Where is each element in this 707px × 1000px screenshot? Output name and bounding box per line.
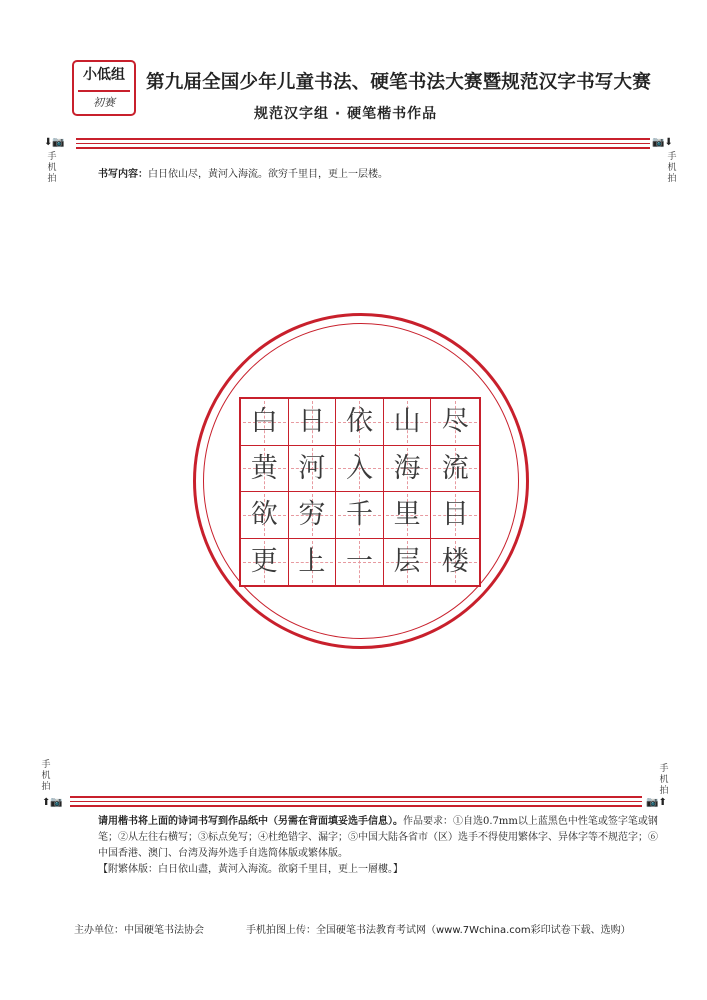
grid-cell [241,446,289,493]
photo-hint-bottom-left: 手机拍 [41,760,51,792]
grid-character: 尽 [441,406,469,437]
writing-content-label: 书写内容： [98,169,148,180]
grid-cell [431,399,479,446]
grid-character: 上 [298,545,326,577]
grid-character: 黄 [250,452,278,484]
writing-content-text: 白日依山尽，黄河入海流。欲穷千里目，更上一层楼。 [148,169,388,180]
character-grid [239,397,481,587]
grid-cell [431,539,479,586]
badge-divider [78,90,130,92]
grid-cell [384,492,432,539]
grid-cell [241,539,289,586]
grid-character: 穷 [298,499,326,530]
grid-cell [431,492,479,539]
camera-download-icon-right: 📷⬇ [652,137,673,148]
instructions-lead: 请用楷书将上面的诗词书写到作品纸中（另需在背面填妥选手信息）。 [98,816,403,827]
grid-character: 日 [298,406,326,437]
grid-cell [289,399,337,446]
grid-character: 楼 [441,545,469,577]
grid-cell [431,446,479,493]
grid-cell [384,446,432,493]
camera-upload-icon-left: ⬆📷 [42,797,63,808]
grid-cell [384,539,432,586]
grid-character: 千 [345,499,373,530]
grid-character: 一 [345,545,373,577]
photo-hint-top-left: 手机拍 [47,152,57,184]
page-title: 第九届全国少年儿童书法、硬笔书法大赛暨规范汉字书写大赛 [146,72,651,93]
grid-character: 里 [393,499,421,530]
grid-cell [336,539,384,586]
instructions [98,814,658,878]
grid-character: 入 [345,452,373,484]
camera-upload-icon-right: 📷⬆ [646,797,667,808]
bottom-rule-thick [70,796,642,798]
grid-cell [241,399,289,446]
round-label: 初赛 [93,96,115,109]
grid-character: 更 [250,545,278,577]
grid-character: 河 [298,452,326,484]
photo-hint-top-right: 手机拍 [667,152,677,184]
grid-character: 流 [441,452,469,484]
traditional-version: 【附繁体版：白日依山盡，黃河入海流。欲窮千里目，更上一層樓。】 [98,864,403,875]
grid-character: 依 [345,406,373,437]
upload-note: 手机拍图上传：全国硬笔书法教育考试网（www.7Wchina.com彩印试卷下载、选购） [246,925,631,936]
grid-cell [241,492,289,539]
grid-character: 山 [393,406,421,437]
grid-character: 目 [441,499,469,530]
group-label: 小低组 [83,67,125,83]
grid-character: 欲 [250,499,278,530]
instructions-body: 作品要求：①自选0.7mm以上蓝黑色中性笔或签字笔或钢笔；②从左往右横写；③标点免写；④杜绝错字、漏字；⑤中国大陆各省市（区）选手不得使用繁体字、异体字等不规范字；⑥中国香港、澳门、台湾及海外选手自选简体版或繁体版。 [98,816,658,859]
grid-cell [384,399,432,446]
organizer: 主办单位：中国硬笔书法协会 [74,925,204,936]
page-subtitle: 规范汉字组 · 硬笔楷书作品 [254,106,438,122]
photo-hint-bottom-right: 手机拍 [659,764,669,796]
grid-cell [289,539,337,586]
bottom-rule-thin [70,801,642,802]
top-rule-thin-1 [76,143,650,144]
group-badge [72,60,136,116]
grid-cell [336,446,384,493]
grid-cell [289,492,337,539]
camera-download-icon-left: ⬇📷 [44,137,65,148]
bottom-rule-thick-2 [70,805,642,807]
grid-character: 白 [250,406,278,437]
grid-cell [289,446,337,493]
grid-cell [336,492,384,539]
top-rule-thick [76,138,650,140]
top-rule-thick-2 [76,147,650,149]
grid-cell [336,399,384,446]
grid-character: 海 [393,452,421,484]
writing-content [98,165,388,180]
grid-character: 层 [393,545,421,577]
